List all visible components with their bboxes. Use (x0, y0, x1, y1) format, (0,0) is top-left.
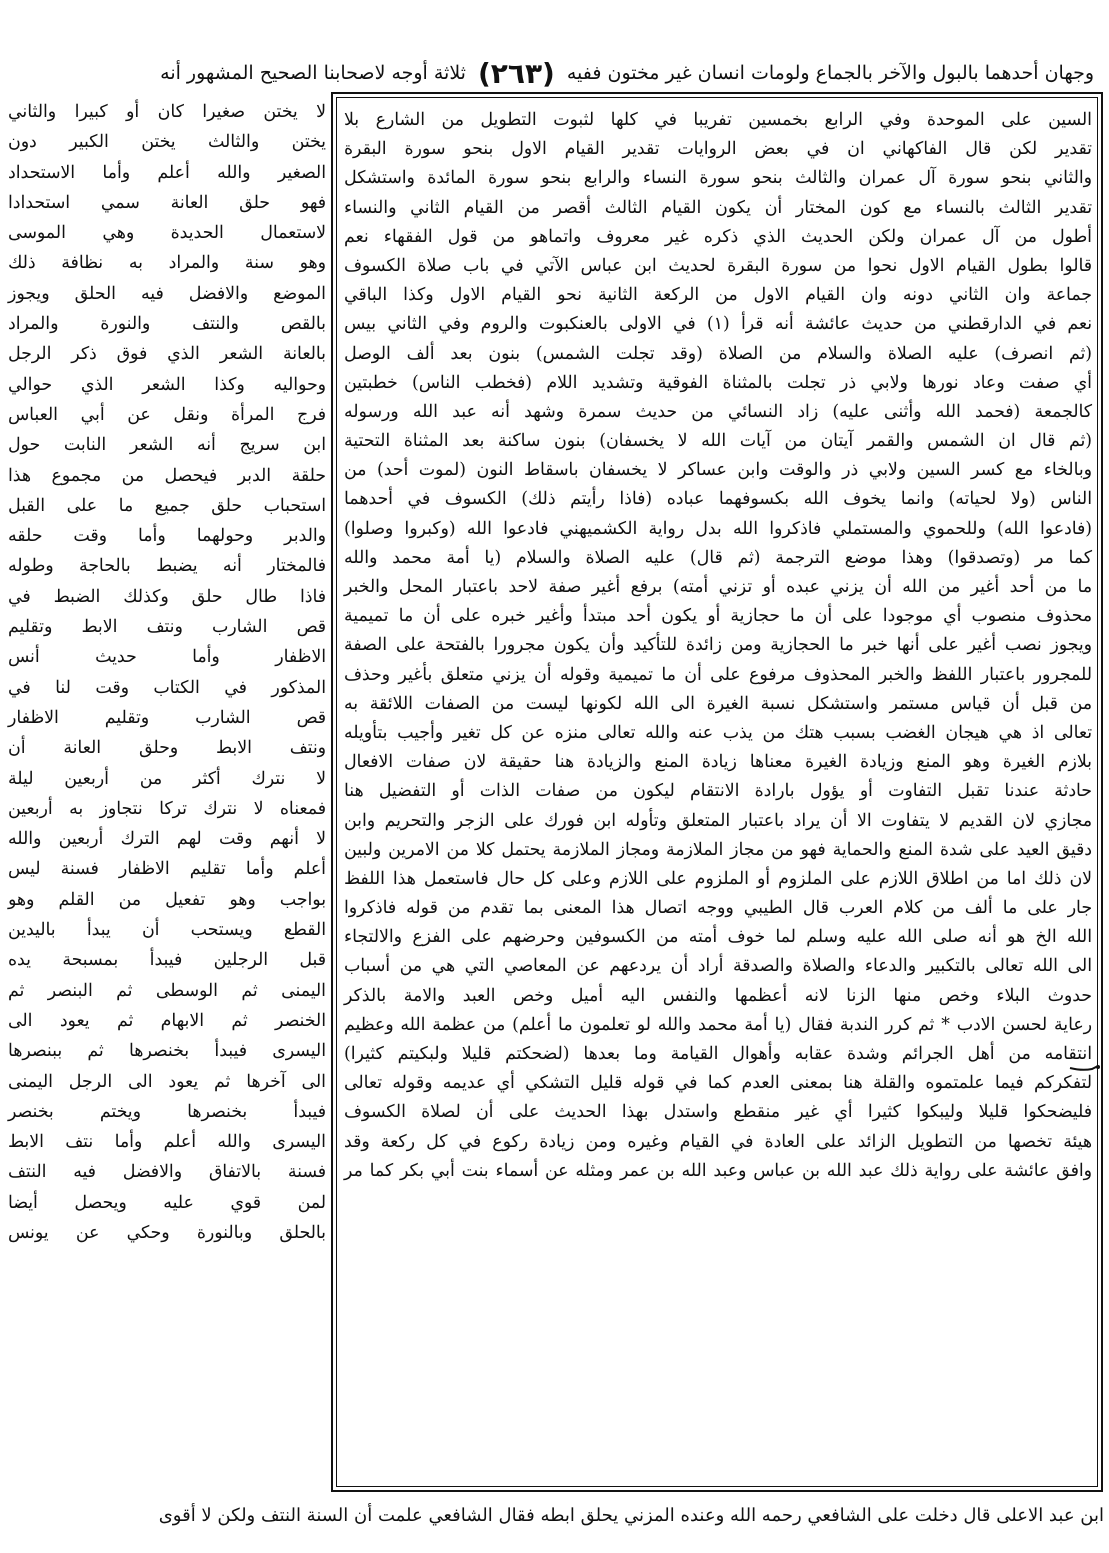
commentary-line: فهو حلق العانة سمي استحدادا (8, 192, 326, 213)
commentary-line: فالمختار أنه يضبط بالحاجة وطوله (8, 556, 326, 577)
commentary-line: فمعناه لا نترك تركا نتجاوز به أربعين (8, 798, 326, 819)
main-text-line: قالوا بطول القيام الاول نحوا من سورة البقرة لحديث ابن عباس الآتي في باب صلاة الكسوف (344, 255, 1092, 276)
ink-mark-icon (1068, 1064, 1102, 1072)
main-text-line: الى الله تعالى بالتكبير والدعاء والصلاة والصدقة أراد أن يردعهم عن المعاصي التي هي من أسباب (344, 956, 1092, 977)
main-text-line: رعاية لحسن الادب * ثم كرر الندبة فقال (يا أمة محمد والله لو تعلمون ما أعلم) من عظمة الله وعظيم (344, 1014, 1092, 1035)
main-text-line: حدوث البلاء وخص منها الزنا لانه أعظمها والنفس اليه أميل وخص العبد والامة بالذكر (344, 985, 1092, 1006)
commentary-line: القطع ويستحب أن يبدأ باليدين (8, 920, 326, 941)
commentary-line: الموضع والافضل فيه الحلق ويجوز (8, 283, 326, 304)
commentary-line: بالقص والنتف والنورة والمراد (8, 314, 326, 335)
main-text-line: جار على ما ألف من كلام العرب قال الطيبي ووجه اتصال هذا المعنى بما تقدم من قوله فاذكروا (344, 898, 1092, 919)
main-text-line: انتقامه من أهل الجرائم وشدة عقابه وأهوال القيامة وما بعدها (لضحكتم قليلا ولبكيتم كثيرا) (344, 1044, 1092, 1064)
commentary-line: لا أنهم وقت لهم الترك أربعين والله (8, 829, 326, 850)
main-text-line: للمجرور باعتبار اللفظ والخبر المحذوف مرفوع على أن ما تميمية وقوله أن يزني متعلق بأغير وحذف (344, 664, 1092, 685)
main-text-line: وافق عائشة على رواية ذلك عبد الله بن عباس وعبد الله بن عمر ومثله عن أسماء بنت أبي بكر كما مر (344, 1160, 1092, 1181)
main-text-line: كالجمعة (فحمد الله وأثنى عليه) زاد النسائي من حديث سمرة وشهد أنه عبد الله ورسوله (344, 401, 1092, 422)
main-text-line: محذوف منصوب أي موجودا على أن ما حجازية أو يكون أحد مبتدأ وأغير خبره على أن ما تميمية (344, 606, 1092, 627)
commentary-line: قص الشارب وتقليم الاظفار (8, 707, 326, 728)
page-footer-line: ابن عبد الاعلى قال دخلت على الشافعي رحمه الله وعنده المزني يحلق ابطه فقال الشافعي علمت أن السنة النتف ولكن لا أقوى (158, 1505, 1104, 1526)
commentary-line: ابن سريج أنه الشعر النابت حول (8, 435, 326, 456)
page-number: (٢٦٣) (477, 56, 555, 90)
commentary-line: قص الشارب ونتف الابط وتقليم (8, 617, 326, 638)
page-header (52, 50, 1104, 96)
main-text-line: وبالخاء مع كسر السين ولابي ذر والوقت وابن عساكر لا يخسفان باسقاط النون (لموت أحد) من (344, 460, 1092, 481)
commentary-line: قبل الرجلين فيبدأ بمسبحة يده (8, 950, 326, 971)
main-text-line: فليضحكوا قليلا وليبكوا كثيرا أي غير منقطع واستدل بهذا الحديث على أن لصلاة الكسوف (344, 1102, 1092, 1123)
main-text-line: (ثم انصرف) عليه الصلاة والسلام من الصلاة (وقد تجلت الشمس) بنون بعد ألف الوصل (344, 343, 1092, 364)
main-text-line: لتفكركم فيما علمتموه والقلة هنا بمعنى العدم كما في قوله قليل التشكي أي عديمه وقوله تعالى (344, 1073, 1092, 1094)
margin-commentary-column (8, 97, 326, 1490)
header-running-text-right: وجهان أحدهما بالبول والآخر بالجماع ولومات انسان غير مختون ففيه (566, 62, 1094, 84)
commentary-line: فسنة بالاتفاق والافضل فيه النتف (8, 1162, 326, 1183)
main-text-line: كما مر (وتصدقوا) وهذا موضع الترجمة (ثم قال) عليه الصلاة والسلام (يا أمة محمد والله (344, 547, 1092, 568)
commentary-line: الصغير والله أعلم وأما الاستحداد (8, 162, 326, 183)
header-running-text-left: ثلاثة أوجه لاصحابنا الصحيح المشهور أنه (160, 62, 466, 84)
commentary-line: الخنصر ثم الابهام ثم يعود الى (8, 1010, 326, 1031)
commentary-line: اليمنى ثم الوسطى ثم البنصر ثم (8, 980, 326, 1001)
main-text-line: أي صفت وعاد نورها ولابي ذر تجلت بالمثناة الفوقية وتشديد اللام (فخطب الناس) خطبتين (344, 372, 1092, 393)
commentary-line: أعلم وأما تقليم الاظفار فسنة ليس (8, 859, 326, 880)
main-text-line: هيئة تخصها من التطويل الزائد على العادة في القيام وغيره ومن زيادة ركوع في كل ركعة وقد (344, 1131, 1092, 1152)
commentary-line: بالحلق وبالنورة وحكي عن يونس (8, 1222, 326, 1243)
commentary-line: يختن والثالث يختن الكبير دون (8, 132, 326, 153)
main-text-line: الناس (ولا لحياته) وانما يخوف الله بكسوفهما عباده (فاذا رأيتم ذلك) الكسوف في أحدهما (344, 489, 1092, 510)
commentary-line: لاستعمال الحديدة وهي الموسى (8, 223, 326, 244)
main-text-line: حادثة عندنا تقبل التفاوت أو يؤول بارادة الانتقام ليكون من صفات الذات أو التفضيل هنا (344, 781, 1092, 802)
main-text-line: السين على الموحدة وفي الرابع بخمسين تفريبا في كلها لثبوت التطويل من الشارع بلا (344, 110, 1092, 130)
commentary-line: الى آخرها ثم يعود الى الرجل اليمنى (8, 1071, 326, 1092)
main-text-line: (فادعوا الله) وللحموي والمستملي فاذكروا الله بدل رواية الكشميهني فادعوا الله (وكبروا وصلوا) (344, 518, 1092, 539)
main-text-line: جماعة وان الثاني دونه وان القيام الاول من الركعة الثانية نحو القيام الاول وكذا الباقي (344, 285, 1092, 306)
main-text-line: نعم في الدارقطني من حديث عائشة أنه قرأ (١) في الاولى بالعنكبوت والروم وفي الثاني بيس (344, 314, 1093, 335)
commentary-line: وهو سنة والمراد به نظافة ذلك (8, 253, 326, 274)
commentary-line: وحواليه وكذا الشعر الذي حوالي (8, 374, 326, 395)
main-text-line: تعالى اذ هي هيجان الغضب بسبب هتك من يذب عنه والله تعالى منزه عن كل تغير وأجيب بتأويله (344, 722, 1092, 743)
commentary-line: استحباب حلق جميع ما على القبل (8, 495, 326, 516)
main-text-line: والثاني بنحو سورة آل عمران والثالث بنحو سورة النساء والرابع بنحو سورة المائدة واستشكل (344, 168, 1092, 189)
commentary-line: فاذا طال حلق وكذلك الضبط في (8, 586, 326, 607)
main-text-line: الله الخ هو أنه صلى الله عليه وسلم لما خوف أمته من الكسوفين وحرضهم على الفزع والالتجاء (344, 927, 1092, 948)
commentary-line: والدبر وحولهما وأما وقت حلقه (8, 526, 326, 547)
main-text-line: ويجوز نصب أغير على أنها خبر ما الحجازية ومن زائدة للتأكيد وأن يكون مجرورا بالفتحة على الصفة (344, 635, 1092, 656)
commentary-line: لا نترك أكثر من أربعين ليلة (8, 768, 326, 789)
main-text-line: تقدير الثالث بالنساء مع كون المختار أن يكون القيام الثالث أقصر من القيام الثاني والنساء (344, 197, 1092, 218)
commentary-line: فيبدأ بخنصرها ويختم بخنصر (8, 1101, 326, 1122)
commentary-line: بواجب وهو تفعيل من القلم وهو (8, 889, 326, 910)
main-text-line: ما من أحد أغير من الله أن يزني عبده أو تزني أمته) برفع أغير صفة لاحد باعتبار المحل والخبر (344, 577, 1092, 597)
main-text-block (344, 106, 1092, 1486)
commentary-line: اليسرى والله أعلم وأما نتف الابط (8, 1132, 326, 1153)
main-text-line: (ثم قال ان الشمس والقمر آيتان من آيات الله لا يخسفان) بنون ساكنة بعد المثناة التحتية (344, 431, 1092, 452)
commentary-line: المذكور في الكتاب وقت لنا في (8, 677, 326, 698)
commentary-line: لا يختن صغيرا كان أو كبيرا والثاني (8, 102, 326, 122)
main-text-line: لان ذلك اما من اطلاق اللازم على الملزوم أو الملزوم على اللازم وعلى كل حال فاستعمل هذا اللفظ (344, 868, 1092, 889)
commentary-line: فرج المرأة ونقل عن أبي العباس (8, 404, 326, 425)
main-text-line: مجازي لان القديم لا يتفاوت الا أن يراد باعتبار المتعلق وتأوله ابن فورك على الزجر والتحريم وابن (344, 810, 1092, 831)
main-text-line: دقيق العيد على شدة المنع والحماية فهو من مجاز الملازمة ومجاز الملازمة يحتمل كلا من الامرين ولبين (344, 839, 1092, 860)
commentary-line: ونتف الابط وحلق العانة أن (8, 738, 326, 759)
commentary-line: اليسرى فيبدأ بخنصرها ثم ببنصرها (8, 1041, 326, 1062)
main-text-line: تقدير لكن قال الفاكهاني ان في بعض الروايات تقدير القيام الاول بنحو سورة البقرة (344, 139, 1092, 160)
main-text-line: بلازم الغيرة وهو المنع وزيادة الغيرة معناها زيادة المنع والزيادة هنا حقيقة لان صفات الافعال (344, 752, 1092, 773)
main-text-line: من قبل أن قياس مستمر واستشكل نسبة الغيرة الى الله لكونها ليست من الصفات اللائقة به (344, 693, 1092, 714)
main-text-line: أطول من آل عمران ولكن الحديث الذي ذكره غير معروف واتماهو من قول الفقهاء نعم (344, 226, 1092, 247)
commentary-line: لمن قوي عليه ويحصل أيضا (8, 1192, 326, 1213)
commentary-line: بالعانة الشعر الذي فوق ذكر الرجل (8, 344, 326, 365)
commentary-line: الاظفار وأما حديث أنس (8, 647, 326, 668)
commentary-line: حلقة الدبر فيحصل من مجموع هذا (8, 465, 326, 486)
